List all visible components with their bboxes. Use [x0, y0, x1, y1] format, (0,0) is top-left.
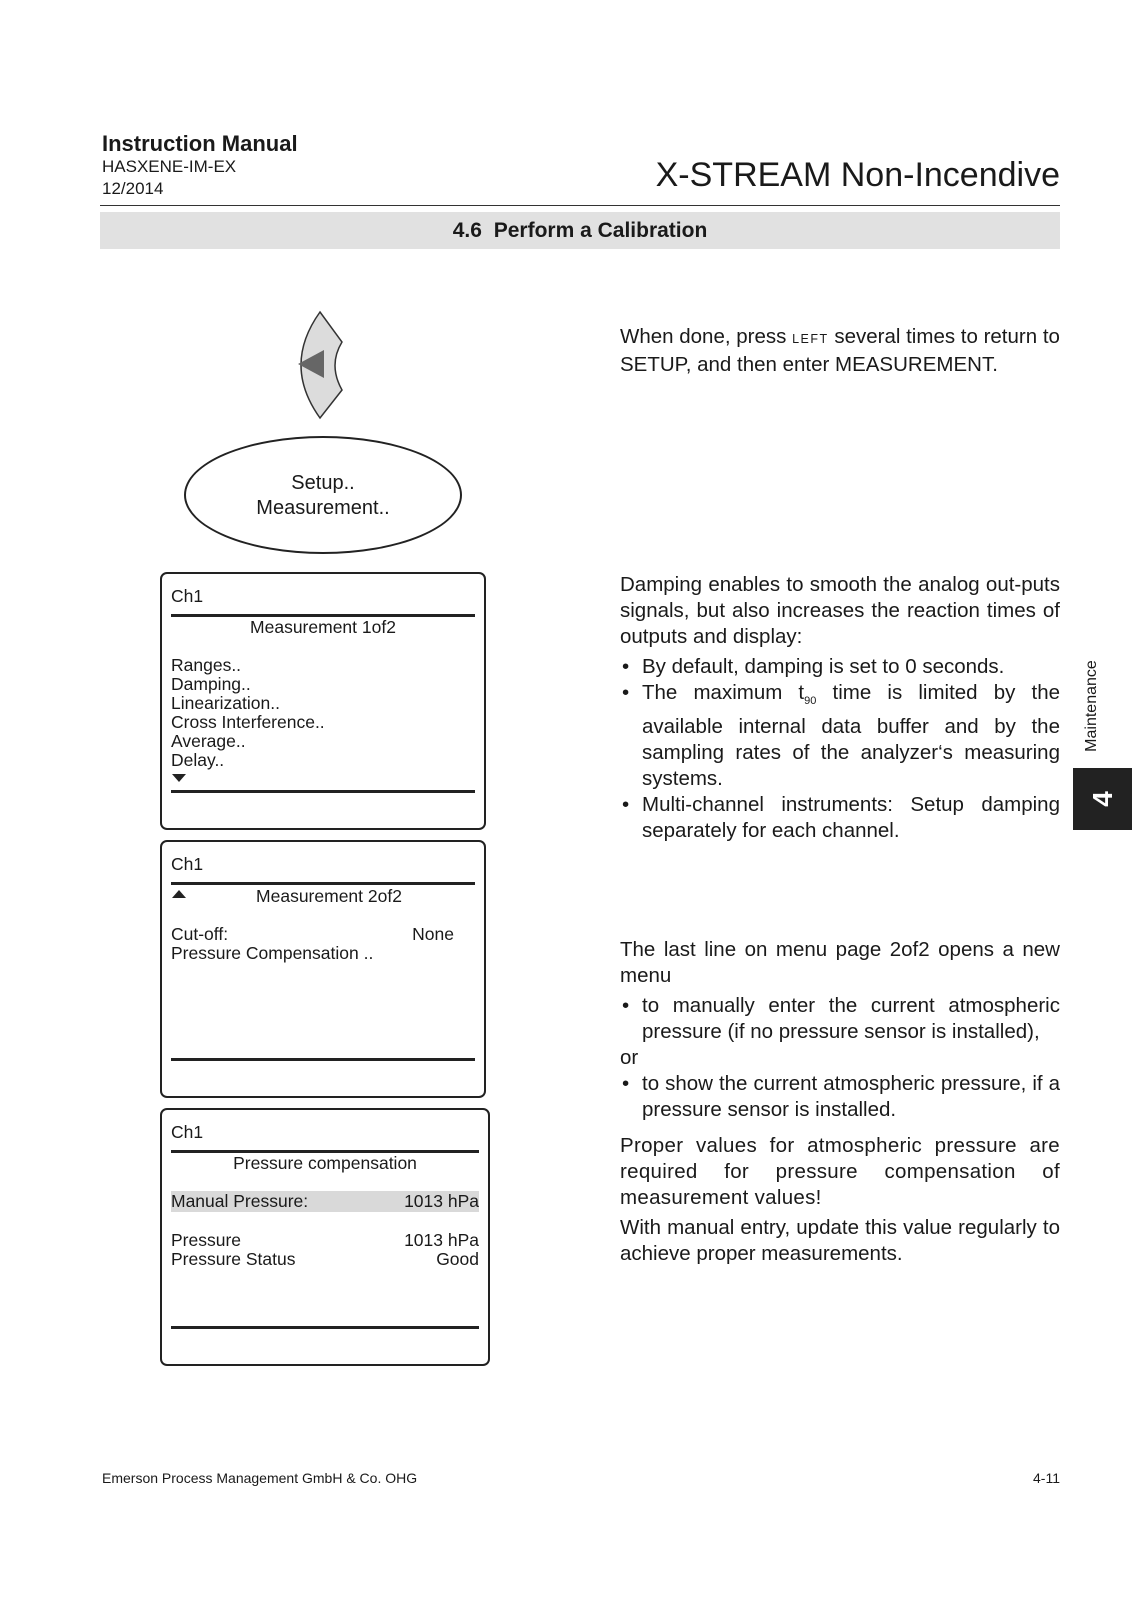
- screen-divider: [171, 882, 475, 885]
- document-date: 12/2014: [102, 179, 164, 198]
- list-item: • to manually enter the current atmospheric pressure (if no pressure sensor is installed),: [620, 993, 1060, 1045]
- list-item: • to show the current atmospheric pressure, if a pressure sensor is installed.: [620, 1071, 1060, 1123]
- screen-bottom-divider: [171, 1326, 479, 1329]
- list-item: • Multi-channel instruments: Setup damping separately for each channel.: [620, 792, 1060, 844]
- channel-label: Ch1: [171, 1122, 204, 1142]
- menu-item-delay[interactable]: Delay..: [171, 750, 225, 770]
- left-key-label: LEFT: [792, 332, 829, 346]
- channel-label: Ch1: [171, 586, 204, 606]
- setup-measurement-oval: [184, 436, 462, 554]
- screen-title: Measurement 1of2: [250, 617, 396, 637]
- menu-item-average[interactable]: Average..: [171, 731, 246, 751]
- scroll-down-icon: [172, 774, 186, 782]
- paragraph-manual-entry: With manual entry, update this value regularly to achieve proper measurements.: [620, 1216, 1060, 1265]
- pressure-bullets-1: [620, 993, 1060, 1045]
- paragraph-last-line: The last line on menu page 2of2 opens a new menu: [620, 938, 1060, 987]
- oval-line-setup: Setup..: [291, 472, 355, 494]
- manual-pressure-value: 1013 hPa: [404, 1191, 479, 1211]
- section-number: 4.6: [452, 219, 482, 242]
- document-code: HASXENE-IM-EX: [102, 157, 237, 176]
- screen-measurement-1of2: [160, 572, 486, 830]
- paragraph-proper-values: Proper values for atmospheric pressure are required for pressure compensation of measurement values!: [620, 1134, 1060, 1209]
- damping-section: [620, 572, 1060, 844]
- menu-item-pressure-compensation[interactable]: Pressure Compensation ..: [171, 943, 374, 963]
- pressure-bullets-2: [620, 1071, 1060, 1123]
- menu-item-linearization[interactable]: Linearization..: [171, 693, 280, 713]
- section-title: Perform a Calibration: [493, 219, 708, 242]
- product-title: X-STREAM Non-Incendive: [655, 156, 1060, 194]
- screen-measurement-2of2: [160, 840, 486, 1098]
- pressure-menu-section: [620, 937, 1060, 1267]
- screen-pressure-compensation: [160, 1108, 490, 1366]
- oval-line-measurement: Measurement..: [256, 497, 390, 519]
- screen-bottom-divider: [171, 1058, 475, 1061]
- paragraph-damping: Damping enables to smooth the analog out-puts signals, but also increases the reaction times of outputs and display:: [620, 573, 1060, 648]
- footer-page-number: 4-11: [1033, 1470, 1060, 1486]
- pressure-status-label: Pressure Status: [171, 1249, 296, 1269]
- screen-bottom-divider: [171, 790, 475, 793]
- manual-pressure-row[interactable]: [171, 1191, 479, 1212]
- screen-title: Measurement 2of2: [256, 886, 402, 906]
- paragraph-return-to-setup: When done, press LEFT several times to return to SETUP, and then enter MEASUREMENT.: [620, 325, 1060, 376]
- or-text: or: [620, 1046, 639, 1069]
- screen-title: Pressure compensation: [233, 1153, 417, 1173]
- pressure-value: 1013 hPa: [404, 1230, 479, 1250]
- manual-title: Instruction Manual: [102, 131, 298, 156]
- menu-item-cross-interference[interactable]: Cross Interference..: [171, 712, 325, 732]
- cutoff-label[interactable]: Cut-off:: [171, 924, 229, 944]
- chapter-side-label: Maintenance: [1083, 660, 1100, 752]
- cutoff-value: None: [412, 924, 454, 944]
- chapter-tab: [1073, 768, 1132, 830]
- menu-item-ranges[interactable]: Ranges..: [171, 655, 242, 675]
- pressure-status-value: Good: [436, 1249, 479, 1269]
- manual-pressure-label: Manual Pressure:: [171, 1191, 309, 1211]
- list-item: • The maximum $t_{90}$ time is limited by the available internal data buffer and by the sampling rates of the analyzer‘s measuring systems.: [620, 680, 1060, 792]
- footer-company: Emerson Process Management GmbH & Co. OHG: [102, 1470, 418, 1486]
- pressure-label: Pressure: [171, 1230, 242, 1250]
- left-arrow-key-icon: [290, 310, 350, 420]
- chapter-number: 4: [1086, 791, 1118, 807]
- damping-bullets: [620, 654, 1060, 844]
- menu-item-damping[interactable]: Damping..: [171, 674, 251, 694]
- list-item: • By default, damping is set to 0 seconds.: [620, 654, 1060, 680]
- channel-label: Ch1: [171, 854, 204, 874]
- section-heading: [100, 212, 1060, 249]
- header-rule: [100, 205, 1060, 206]
